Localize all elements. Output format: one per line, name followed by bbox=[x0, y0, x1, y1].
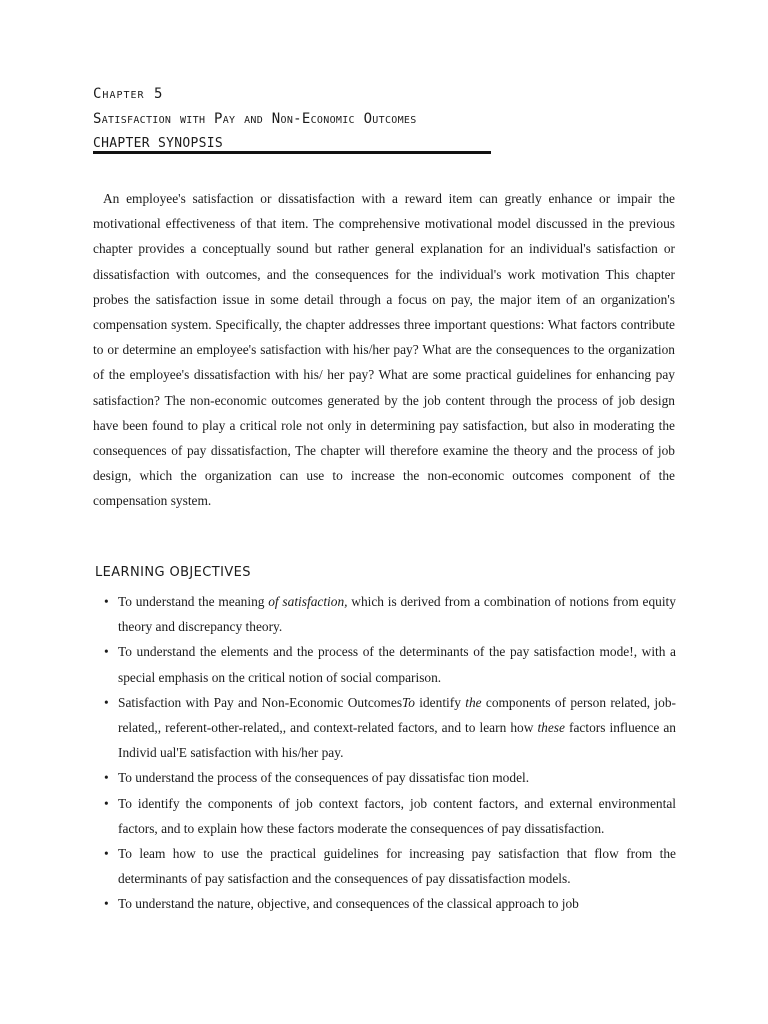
objective-text: To understand the elements and the process of the determinants of the pay satisfaction mode!, with a special emphasis on the critical notion of social comparison. bbox=[118, 644, 676, 685]
objective-item bbox=[104, 639, 676, 689]
chapter-label: Chapter 5 bbox=[93, 86, 164, 102]
synopsis-underline bbox=[93, 151, 491, 154]
objectives-list bbox=[104, 589, 676, 917]
objective-text: identify bbox=[414, 694, 466, 710]
objective-italic-text: the bbox=[465, 694, 482, 710]
objective-text: To leam how to use the practical guidelines for increasing pay satisfaction that flow from the determinants of pay satisfaction and the consequences of pay dissatisfaction models. bbox=[118, 846, 676, 887]
synopsis-heading: CHAPTER SYNOPSIS bbox=[93, 136, 224, 151]
objective-text: Satisfaction with Pay and Non-Economic Outcomes bbox=[118, 694, 403, 710]
objectives-heading: LEARNING OBJECTIVES bbox=[95, 565, 251, 580]
synopsis-paragraph: An employee's satisfaction or dissatisfaction with a reward item can greatly enhance or impair the motivational effectiveness of that item. The comprehensive motivational model discussed in the previous chapter provides a conceptually sound but rather general explanation for an individual's satisfaction or dissatisfaction with outcomes, and the consequences for the individual's work motivation This chapter probes the satisfaction issue in some detail through a focus on pay, the major item of an organization's compensation system. Specifically, the chapter addresses three important questions: What factors contribute to or determine an employee's satisfaction with his/her pay? What are the consequences to the organization of the employee's dissatisfaction with his/ her pay? What are some practical guidelines for enhancing pay satisfaction? The non-economic outcomes generated by the job content through the process of job design have been found to play a critical role not only in determining pay satisfaction, but also in moderating the consequences of pay dissatisfaction, The chapter will therefore examine the theory and the process of job design, which the organization can use to increase the non-economic outcomes component of the compensation system. bbox=[93, 191, 675, 509]
objective-item bbox=[104, 690, 676, 766]
objective-italic-text: these bbox=[537, 720, 565, 736]
objective-text: factors influence an Individ ual'E satisfaction with his/her pay. bbox=[118, 720, 676, 761]
objective-italic-text: of satisfaction, bbox=[268, 594, 348, 609]
objective-text: To understand the process of the consequences of pay dissatisfac tion model. bbox=[118, 770, 530, 786]
objective-item bbox=[104, 589, 676, 639]
chapter-title: Satisfaction with Pay and Non-Economic Outcomes bbox=[93, 111, 417, 127]
objective-item bbox=[104, 891, 676, 916]
objective-item bbox=[104, 765, 676, 790]
objective-item bbox=[104, 791, 676, 841]
objective-text: components of person related, job-related,, referent-other-related,, and context-related factors, and to learn how bbox=[118, 694, 676, 736]
objective-text: which is derived from a combination of notions from equity theory and discrepancy theory. bbox=[118, 594, 676, 635]
objective-italic-text: To bbox=[402, 694, 415, 710]
objective-text: To understand the nature, objective, and consequences of the classical approach to job bbox=[118, 896, 579, 912]
objective-text: To identify the components of job context factors, job content factors, and external environmental factors, and to explain how these factors moderate the consequences of pay dissatisfaction. bbox=[118, 795, 676, 836]
objective-item bbox=[104, 841, 676, 891]
objective-text: To understand the meaning bbox=[118, 594, 269, 609]
